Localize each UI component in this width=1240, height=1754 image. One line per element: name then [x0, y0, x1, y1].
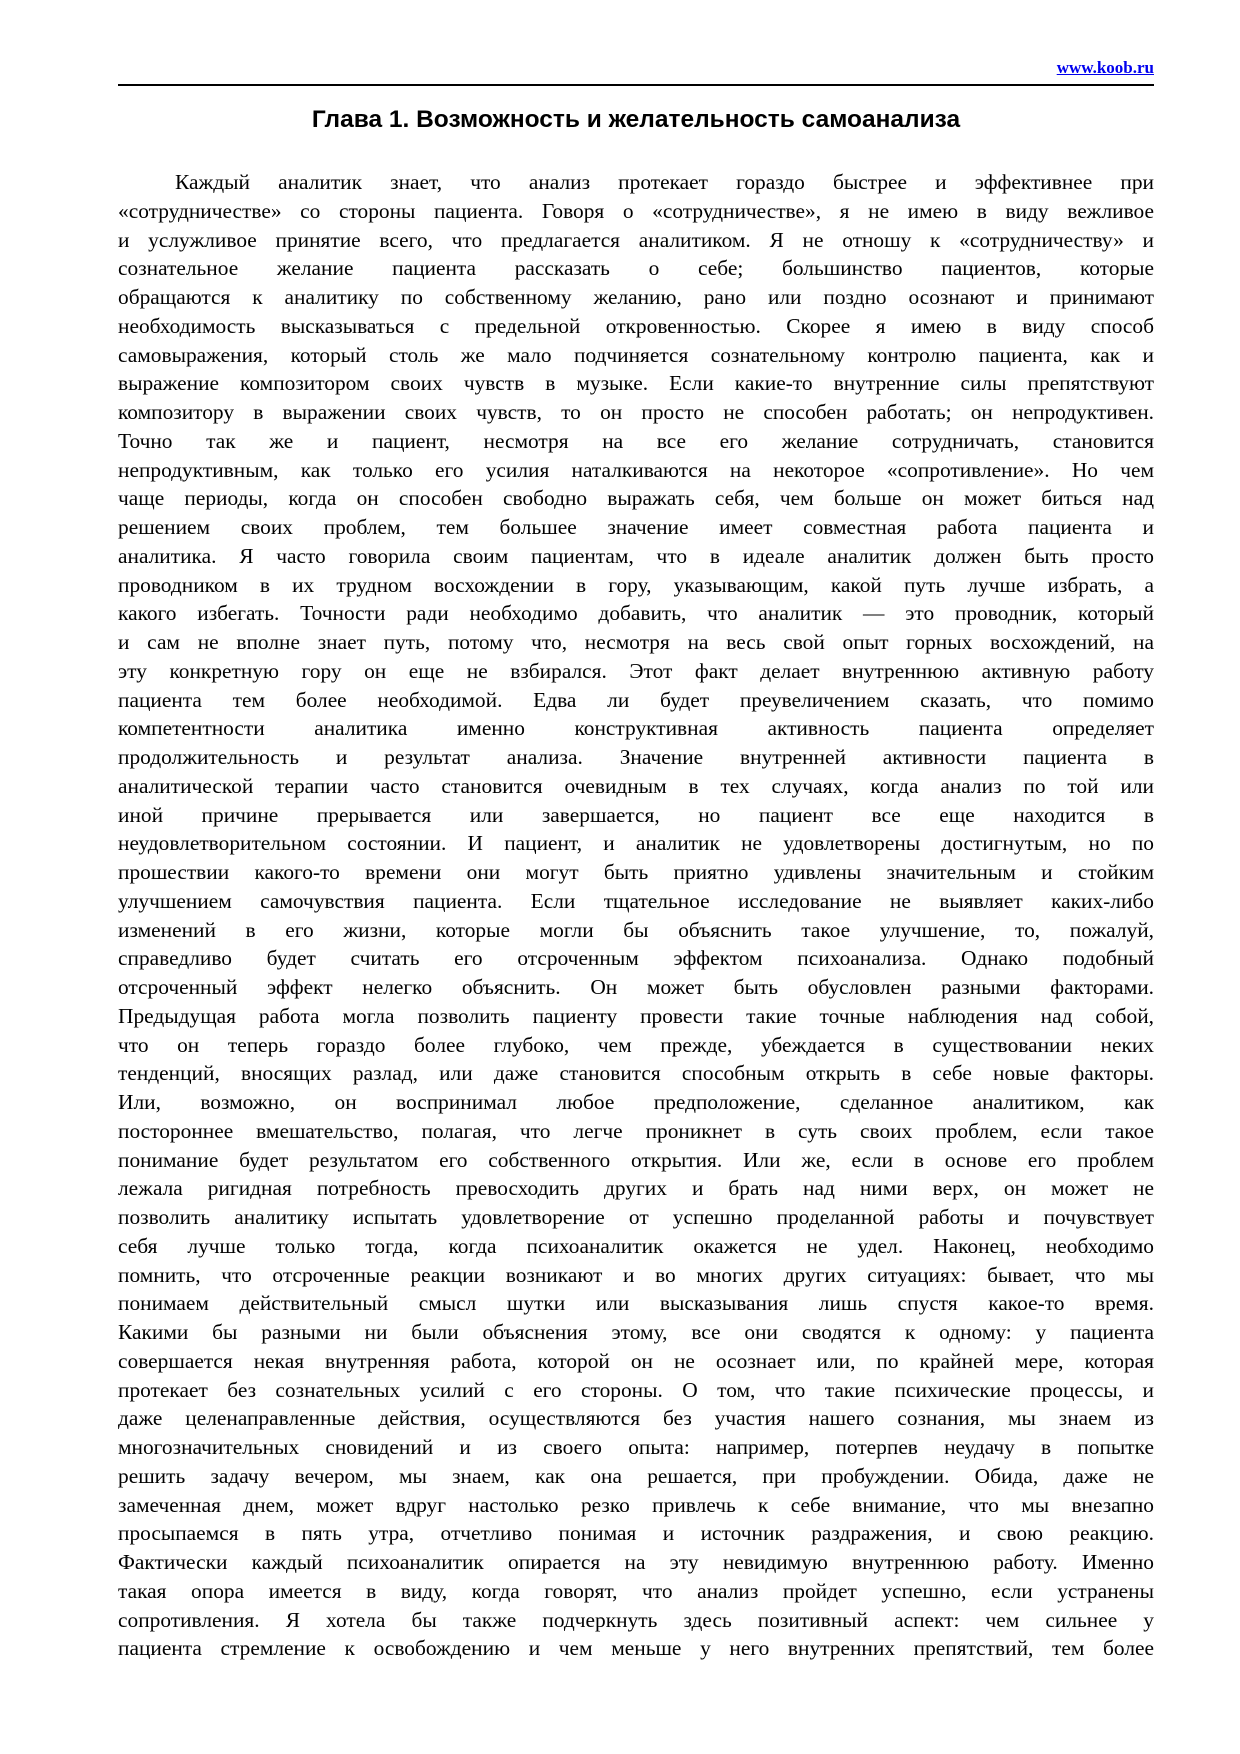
text-line: продолжительность и результат анализа. Значение внутренней активности пациента в: [118, 745, 1154, 769]
text-line: выражение композитором своих чувств в музыке. Если какие-то внутренние силы препятствуют: [118, 371, 1154, 396]
site-link[interactable]: www.koob.ru: [1056, 58, 1154, 77]
text-line: чаще периоды, когда он способен свободно выражать себя, чем больше он может биться над: [118, 486, 1154, 511]
text-line: Точно так же и пациент, несмотря на все его желание сотрудничать, становится: [118, 428, 1154, 453]
text-line: «сотрудничестве» со стороны пациента. Говоря о «сотрудничестве», я не имею в виду вежливое: [118, 198, 1154, 223]
chapter-title: Глава 1. Возможность и желательность самоанализа: [311, 106, 961, 133]
text-line: себя лучше только тогда, когда психоаналитик окажется не удел. Наконец, необходимо: [118, 1233, 1154, 1258]
text-line: Какими бы разными ни были объяснения этому, все они сводятся к одному: у пациента: [118, 1320, 1154, 1344]
text-line: неудовлетворительном состоянии. И пациент, и аналитик не удовлетворены достигнутым, но по: [118, 831, 1154, 856]
text-line: такая опора имеется в виду, когда говорят, что анализ пройдет успешно, если устранены: [118, 1578, 1154, 1603]
text-line: Каждый аналитик знает, что анализ протекает гораздо быстрее и эффективнее при: [175, 170, 1154, 194]
text-line: сознательное желание пациента рассказать о себе; большинство пациентов, которые: [118, 256, 1154, 281]
text-line: и услужливое принятие всего, что предлагается аналитиком. Я не отношу к «сотрудничеству» и: [118, 227, 1154, 252]
text-line: помнить, что отсроченные реакции возникают и во многих других ситуациях: бывает, что мы: [118, 1262, 1154, 1287]
text-line: Фактически каждый психоаналитик опирается на эту невидимую внутреннюю работу. Именно: [118, 1550, 1154, 1574]
text-line: лежала ригидная потребность превосходить других и брать над ними верх, он может не: [118, 1176, 1154, 1201]
text-line: эту конкретную гору он еще не взбирался. Этот факт делает внутреннюю активную работу: [118, 658, 1154, 683]
text-line: улучшением самочувствия пациента. Если тщательное исследование не выявляет каких-либо: [118, 888, 1154, 913]
text-line: сопротивления. Я хотела бы также подчеркнуть здесь позитивный аспект: чем сильнее у: [118, 1607, 1154, 1632]
text-line: даже целенаправленные действия, осуществляются без участия нашего сознания, мы знаем из: [118, 1406, 1154, 1431]
text-line: Предыдущая работа могла позволить пациенту провести такие точные наблюдения над собой,: [118, 1003, 1154, 1028]
text-line: понимание будет результатом его собственного открытия. Или же, если в основе его проблем: [118, 1147, 1154, 1172]
text-line: просыпаемся в пять утра, отчетливо понимая и источник раздражения, и свою реакцию.: [118, 1521, 1154, 1546]
text-line: необходимость высказываться с предельной откровенностью. Скорее я имею в виду способ: [118, 313, 1154, 338]
text-line: что он теперь гораздо более глубоко, чем прежде, убеждается в существовании неких: [118, 1032, 1154, 1057]
text-line: замеченная днем, может вдруг настолько резко привлечь к себе внимание, что мы внезапно: [118, 1492, 1154, 1517]
text-line: и сам не вполне знает путь, потому что, несмотря на весь свой опыт горных восхождений, на: [118, 630, 1154, 654]
text-line: какого избегать. Точности ради необходимо добавить, что аналитик — это проводник, который: [118, 601, 1154, 626]
text-line: Или, возможно, он воспринимал любое предположение, сделанное аналитиком, как: [118, 1090, 1154, 1114]
text-line: позволить аналитику испытать удовлетворение от успешно проделанной работы и почувствует: [118, 1205, 1154, 1229]
text-line: многозначительных сновидений и из своего опыта: например, потерпев неудачу в попытке: [118, 1435, 1154, 1459]
text-line: решением своих проблем, тем большее значение имеет совместная работа пациента и: [118, 515, 1154, 539]
text-line: справедливо будет считать его отсроченным эффектом психоанализа. Однако подобный: [118, 946, 1154, 971]
text-line: компетентности аналитика именно конструктивная активность пациента определяет: [118, 716, 1154, 741]
text-line: композитору в выражении своих чувств, то он просто не способен работать; он непродуктивен.: [118, 400, 1154, 424]
text-line: тенденций, вносящих разлад, или даже становится способным открыть в себе новые факторы.: [118, 1061, 1154, 1086]
text-line: аналитической терапии часто становится очевидным в тех случаях, когда анализ по той или: [118, 773, 1154, 798]
text-line: понимаем действительный смысл шутки или высказывания лишь спустя какое-то время.: [118, 1291, 1154, 1316]
text-line: совершается некая внутренняя работа, которой он не осознает или, по крайней мере, которая: [118, 1348, 1154, 1373]
text-line: прошествии какого-то времени они могут быть приятно удивлены значительным и стойким: [118, 860, 1154, 884]
text-line: проводником в их трудном восхождении в гору, указывающим, какой путь лучше избрать, а: [118, 572, 1154, 597]
text-line: решить задачу вечером, мы знаем, как она решается, при пробуждении. Обида, даже не: [118, 1463, 1154, 1488]
text-line: постороннее вмешательство, полагая, что легче проникнет в суть своих проблем, если такое: [118, 1118, 1154, 1143]
text-line: протекает без сознательных усилий с его стороны. О том, что такие психические процессы, и: [118, 1377, 1154, 1402]
body-paragraph: [118, 168, 1154, 1663]
text-line: пациента тем более необходимой. Едва ли будет преувеличением сказать, что помимо: [118, 687, 1154, 712]
text-line: отсроченный эффект нелегко объяснить. Он может быть обусловлен разными факторами.: [118, 975, 1154, 999]
text-line: пациента стремление к освобождению и чем меньше у него внутренних препятствий, тем более: [118, 1636, 1154, 1661]
page-header: [118, 56, 1154, 86]
text-line: самовыражения, который столь же мало подчиняется сознательному контролю пациента, как и: [118, 342, 1154, 367]
text-line: иной причине прерывается или завершается, но пациент все еще находится в: [118, 802, 1154, 827]
text-line: обращаются к аналитику по собственному желанию, рано или поздно осознают и принимают: [118, 285, 1154, 309]
text-line: аналитика. Я часто говорила своим пациентам, что в идеале аналитик должен быть просто: [118, 543, 1154, 568]
text-line: непродуктивным, как только его усилия наталкиваются на некоторое «сопротивление». Но чем: [118, 457, 1154, 482]
text-line: изменений в его жизни, которые могли бы объяснить такое улучшение, то, пожалуй,: [118, 917, 1154, 942]
